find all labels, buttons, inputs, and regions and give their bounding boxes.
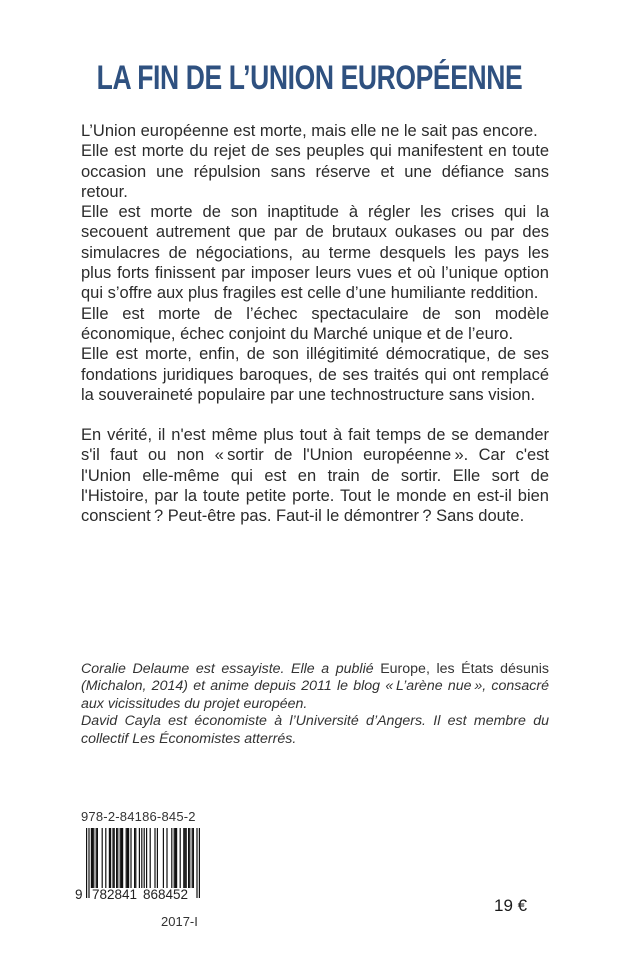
barcode-bar <box>105 828 106 888</box>
author-bio-david-cayla: David Cayla est économiste à l’Université d’Angers. Il est membre du collectif Les Économistes atterrés. <box>81 713 549 747</box>
author-bio-coralie-delaume <box>81 661 549 713</box>
barcode-bar <box>117 828 118 888</box>
book-reference: Europe, les États désunis <box>380 661 549 677</box>
barcode-bar <box>184 828 185 888</box>
barcode <box>75 828 204 904</box>
price: 19 € <box>494 896 528 915</box>
barcode-guard-bar <box>199 828 200 898</box>
barcode-bar <box>102 828 103 888</box>
blurb-conclusion: En vérité, il n'est même plus tout à fait temps de se demander s'il faut ou non « sortir de l'Union européenne ». Car c'est l'Union elle-même qui est en train de sortir. Elle sort de l'Histoire, par la toute petite porte. Tout le monde en est-il bien conscient ? Peut-être pas. Faut-il le démontrer ? Sans doute. <box>81 426 549 526</box>
barcode-guard-bar <box>86 828 87 898</box>
barcode-bar <box>112 828 113 888</box>
barcode-bar <box>128 828 129 888</box>
barcode-bar <box>135 828 136 888</box>
barcode-bar <box>183 828 184 888</box>
barcode-bar <box>189 828 190 888</box>
barcode-bar <box>166 828 167 888</box>
blurb-paragraph: Elle est morte, enfin, de son illégitimité démocratique, de ses fondations juridiques baroques, de ses traités qui ont remplacé la souveraineté populaire par une technostructure sans vision. <box>81 345 549 404</box>
barcode-bar <box>126 828 127 888</box>
barcode-bar <box>109 828 110 888</box>
bio-text: (Michalon, 2014) et anime depuis 2011 le blog « L’arène nue », consacré aux vicissitudes du projet européen. <box>81 678 549 712</box>
paragraph-spacer <box>81 405 549 425</box>
barcode-bar <box>96 828 97 888</box>
barcode-bar <box>127 828 128 888</box>
blurb-paragraph: Elle est morte du rejet de ses peuples qui manifestent en toute occasion une répulsion sans réserve et une défiance sans retour. <box>81 142 549 201</box>
barcode-bar <box>114 828 115 888</box>
author-bio <box>81 661 549 748</box>
barcode-bar <box>116 828 117 888</box>
barcode-bar <box>122 828 123 888</box>
barcode-bar <box>93 828 94 888</box>
blurb-paragraph: L’Union européenne est morte, mais elle ne le sait pas encore. <box>81 122 538 140</box>
barcode-bar <box>174 828 175 888</box>
barcode-bar <box>192 828 193 888</box>
barcode-first-digit: 9 <box>75 887 83 902</box>
barcode-bar <box>134 828 135 888</box>
barcode-bar <box>130 828 131 888</box>
barcode-bar <box>97 828 98 888</box>
barcode-bar <box>110 828 111 888</box>
barcode-bar <box>121 828 122 888</box>
barcode-bar <box>157 828 158 888</box>
barcode-bar <box>180 828 181 888</box>
barcode-bar <box>176 828 177 888</box>
barcode-bar <box>193 828 194 888</box>
barcode-left-digits: 782841 <box>92 887 138 902</box>
barcode-bar <box>163 828 164 888</box>
barcode-bar <box>154 828 155 888</box>
book-title: LA FIN DE L’UNION EUROPÉENNE <box>96 59 523 97</box>
edition-code: 2017-I <box>161 914 198 929</box>
barcode-bar <box>92 828 93 888</box>
barcode-guard-bar <box>196 828 197 898</box>
barcode-bar <box>175 828 176 888</box>
barcode-bar <box>186 828 187 888</box>
isbn-number: 978-2-84186-845-2 <box>81 809 196 824</box>
barcode-bar <box>91 828 92 888</box>
barcode-bar <box>120 828 121 888</box>
blurb-paragraph: Elle est morte de son inaptitude à régler les crises qui la secouent autrement que par de brutaux oukases ou par des simulacres de négociations, au terme desquels les pays les plus forts finissent par imposer leurs vues et où l’unique option qui s’offre aux plus fragiles est celle d’une humiliante reddition. <box>81 203 549 303</box>
barcode-bar <box>171 828 172 888</box>
back-cover-blurb <box>81 121 549 527</box>
barcode-bar <box>139 828 140 888</box>
bio-text: Coralie Delaume est essayiste. Elle a publié <box>81 661 381 677</box>
barcode-bar <box>146 828 147 888</box>
barcode-right-digits: 868452 <box>143 887 189 902</box>
barcode-bar <box>150 828 151 888</box>
blurb-paragraph: Elle est morte de l’échec spectaculaire de son modèle économique, échec conjoint du Marché unique et de l’euro. <box>81 304 549 343</box>
barcode-bar <box>188 828 189 888</box>
